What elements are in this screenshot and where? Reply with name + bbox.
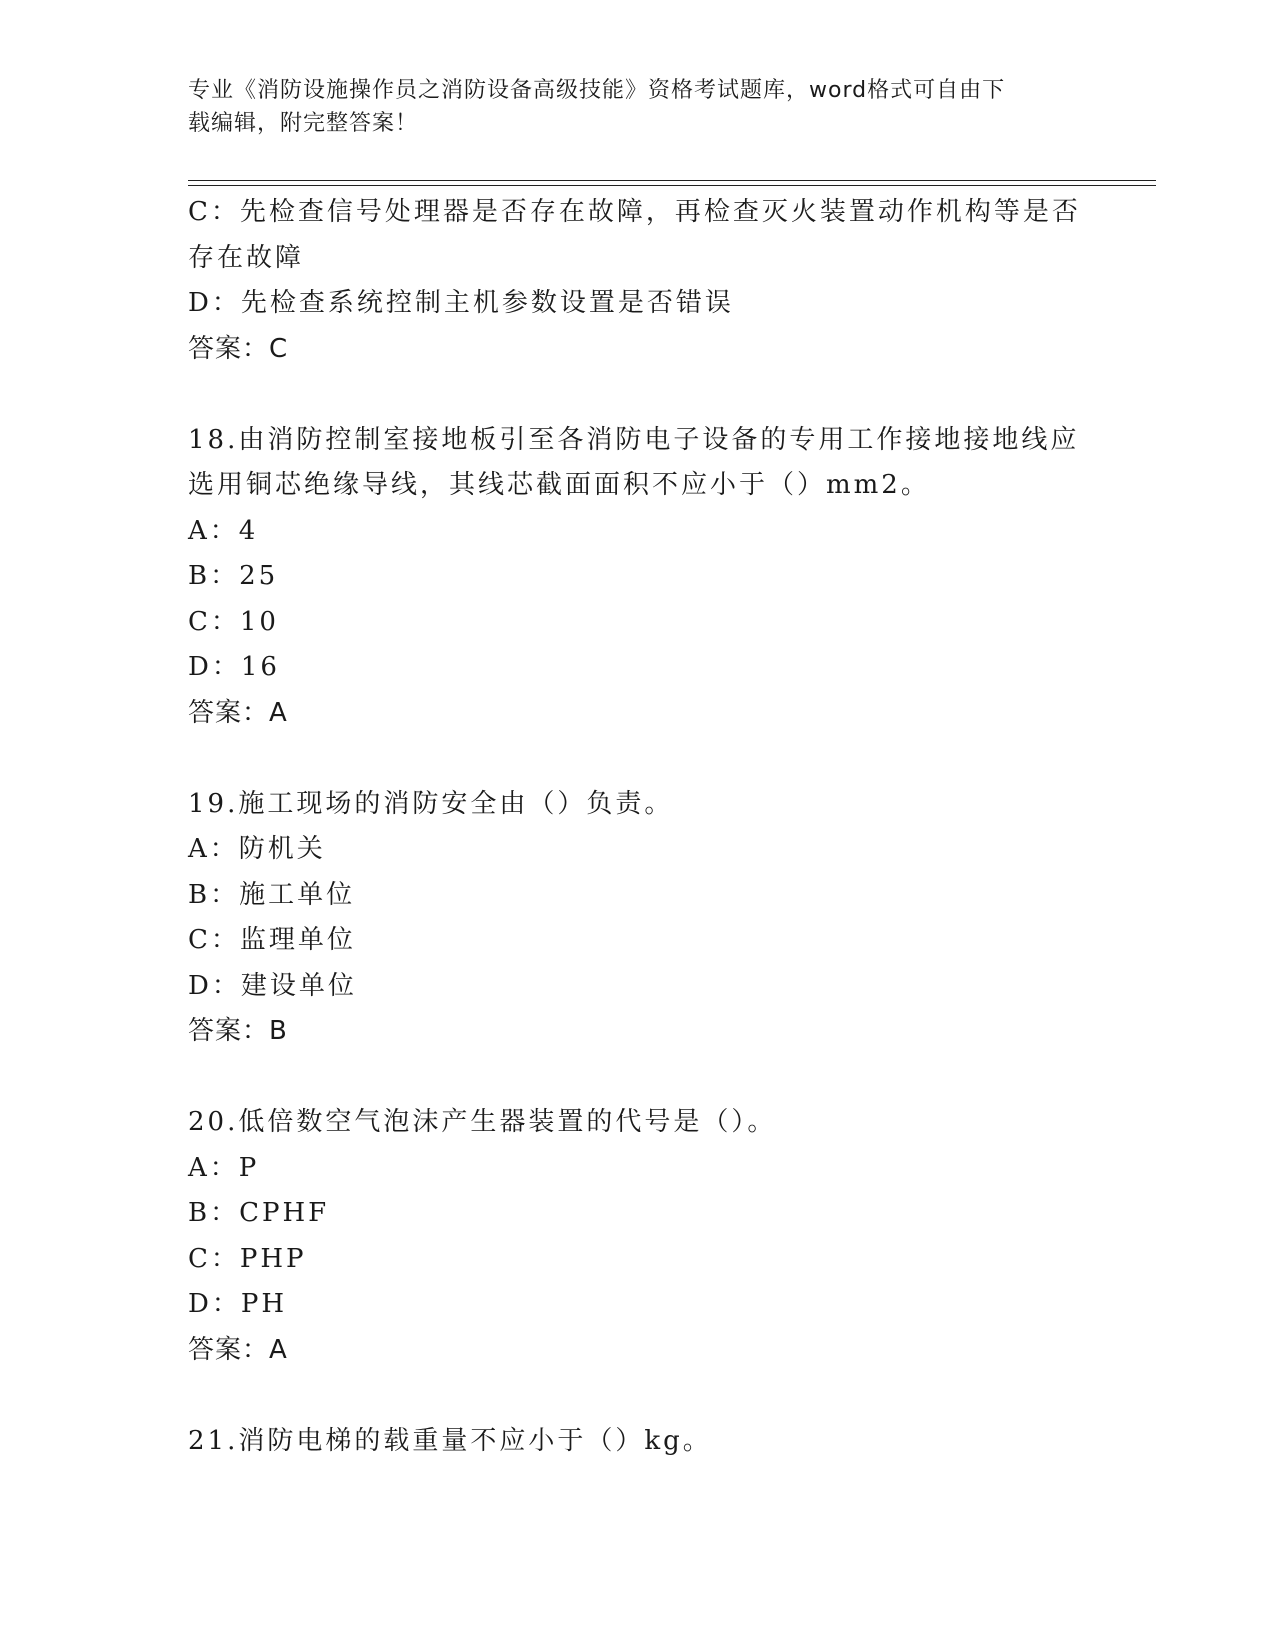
option-d: D：16 bbox=[188, 652, 280, 682]
option-d: D：先检查系统控制主机参数设置是否错误 bbox=[188, 288, 734, 318]
question-17 bbox=[188, 190, 1088, 372]
answer: 答案：A bbox=[188, 697, 288, 728]
option-a: A：4 bbox=[188, 515, 259, 546]
header-line-2: 载编辑，附完整答案！ bbox=[188, 111, 419, 136]
option-b: B：CPHF bbox=[188, 1198, 330, 1228]
option-c: C：PHP bbox=[188, 1243, 307, 1274]
option-c: C：10 bbox=[188, 606, 279, 637]
question-stem-line-2: 选用铜芯绝缘导线，其线芯截面面积不应小于（）mm2。 bbox=[188, 470, 930, 500]
spacer bbox=[188, 372, 1088, 418]
header-line-1: 专业《消防设施操作员之消防设备高级技能》资格考试题库，word格式可自由下 bbox=[188, 78, 1006, 103]
option-b: B：25 bbox=[188, 561, 279, 591]
option-b: B：施工单位 bbox=[188, 879, 356, 910]
option-c: C：监理单位 bbox=[188, 925, 356, 955]
option-c-line-1: C：先检查信号处理器是否存在故障，再检查灭火装置动作机构等是否 bbox=[188, 197, 1081, 227]
header-divider-top bbox=[188, 180, 1156, 181]
answer: 答案：C bbox=[188, 333, 289, 364]
answer: 答案：A bbox=[188, 1334, 288, 1365]
question-20 bbox=[188, 1100, 1088, 1373]
spacer bbox=[188, 1373, 1088, 1419]
spacer bbox=[188, 736, 1088, 782]
question-21 bbox=[188, 1419, 1088, 1465]
question-18 bbox=[188, 418, 1088, 737]
question-stem: 20.低倍数空气泡沫产生器装置的代号是（）。 bbox=[188, 1107, 777, 1137]
question-list bbox=[188, 190, 1088, 1464]
option-d: D：建设单位 bbox=[188, 970, 357, 1001]
spacer bbox=[188, 1055, 1088, 1101]
header-divider-bottom bbox=[188, 185, 1156, 186]
question-stem-line-1: 18.由消防控制室接地板引至各消防电子设备的专用工作接地接地线应 bbox=[188, 424, 1080, 455]
question-stem: 21.消防电梯的载重量不应小于（）kg。 bbox=[188, 1425, 712, 1456]
option-c-line-2: 存在故障 bbox=[188, 242, 305, 273]
question-19 bbox=[188, 782, 1088, 1055]
answer: 答案：B bbox=[188, 1016, 288, 1046]
option-a: A：防机关 bbox=[188, 834, 326, 864]
option-a: A：P bbox=[188, 1152, 260, 1183]
option-d: D：PH bbox=[188, 1289, 288, 1319]
document-header bbox=[188, 74, 1068, 140]
question-stem: 19.施工现场的消防安全由（）负责。 bbox=[188, 788, 674, 819]
